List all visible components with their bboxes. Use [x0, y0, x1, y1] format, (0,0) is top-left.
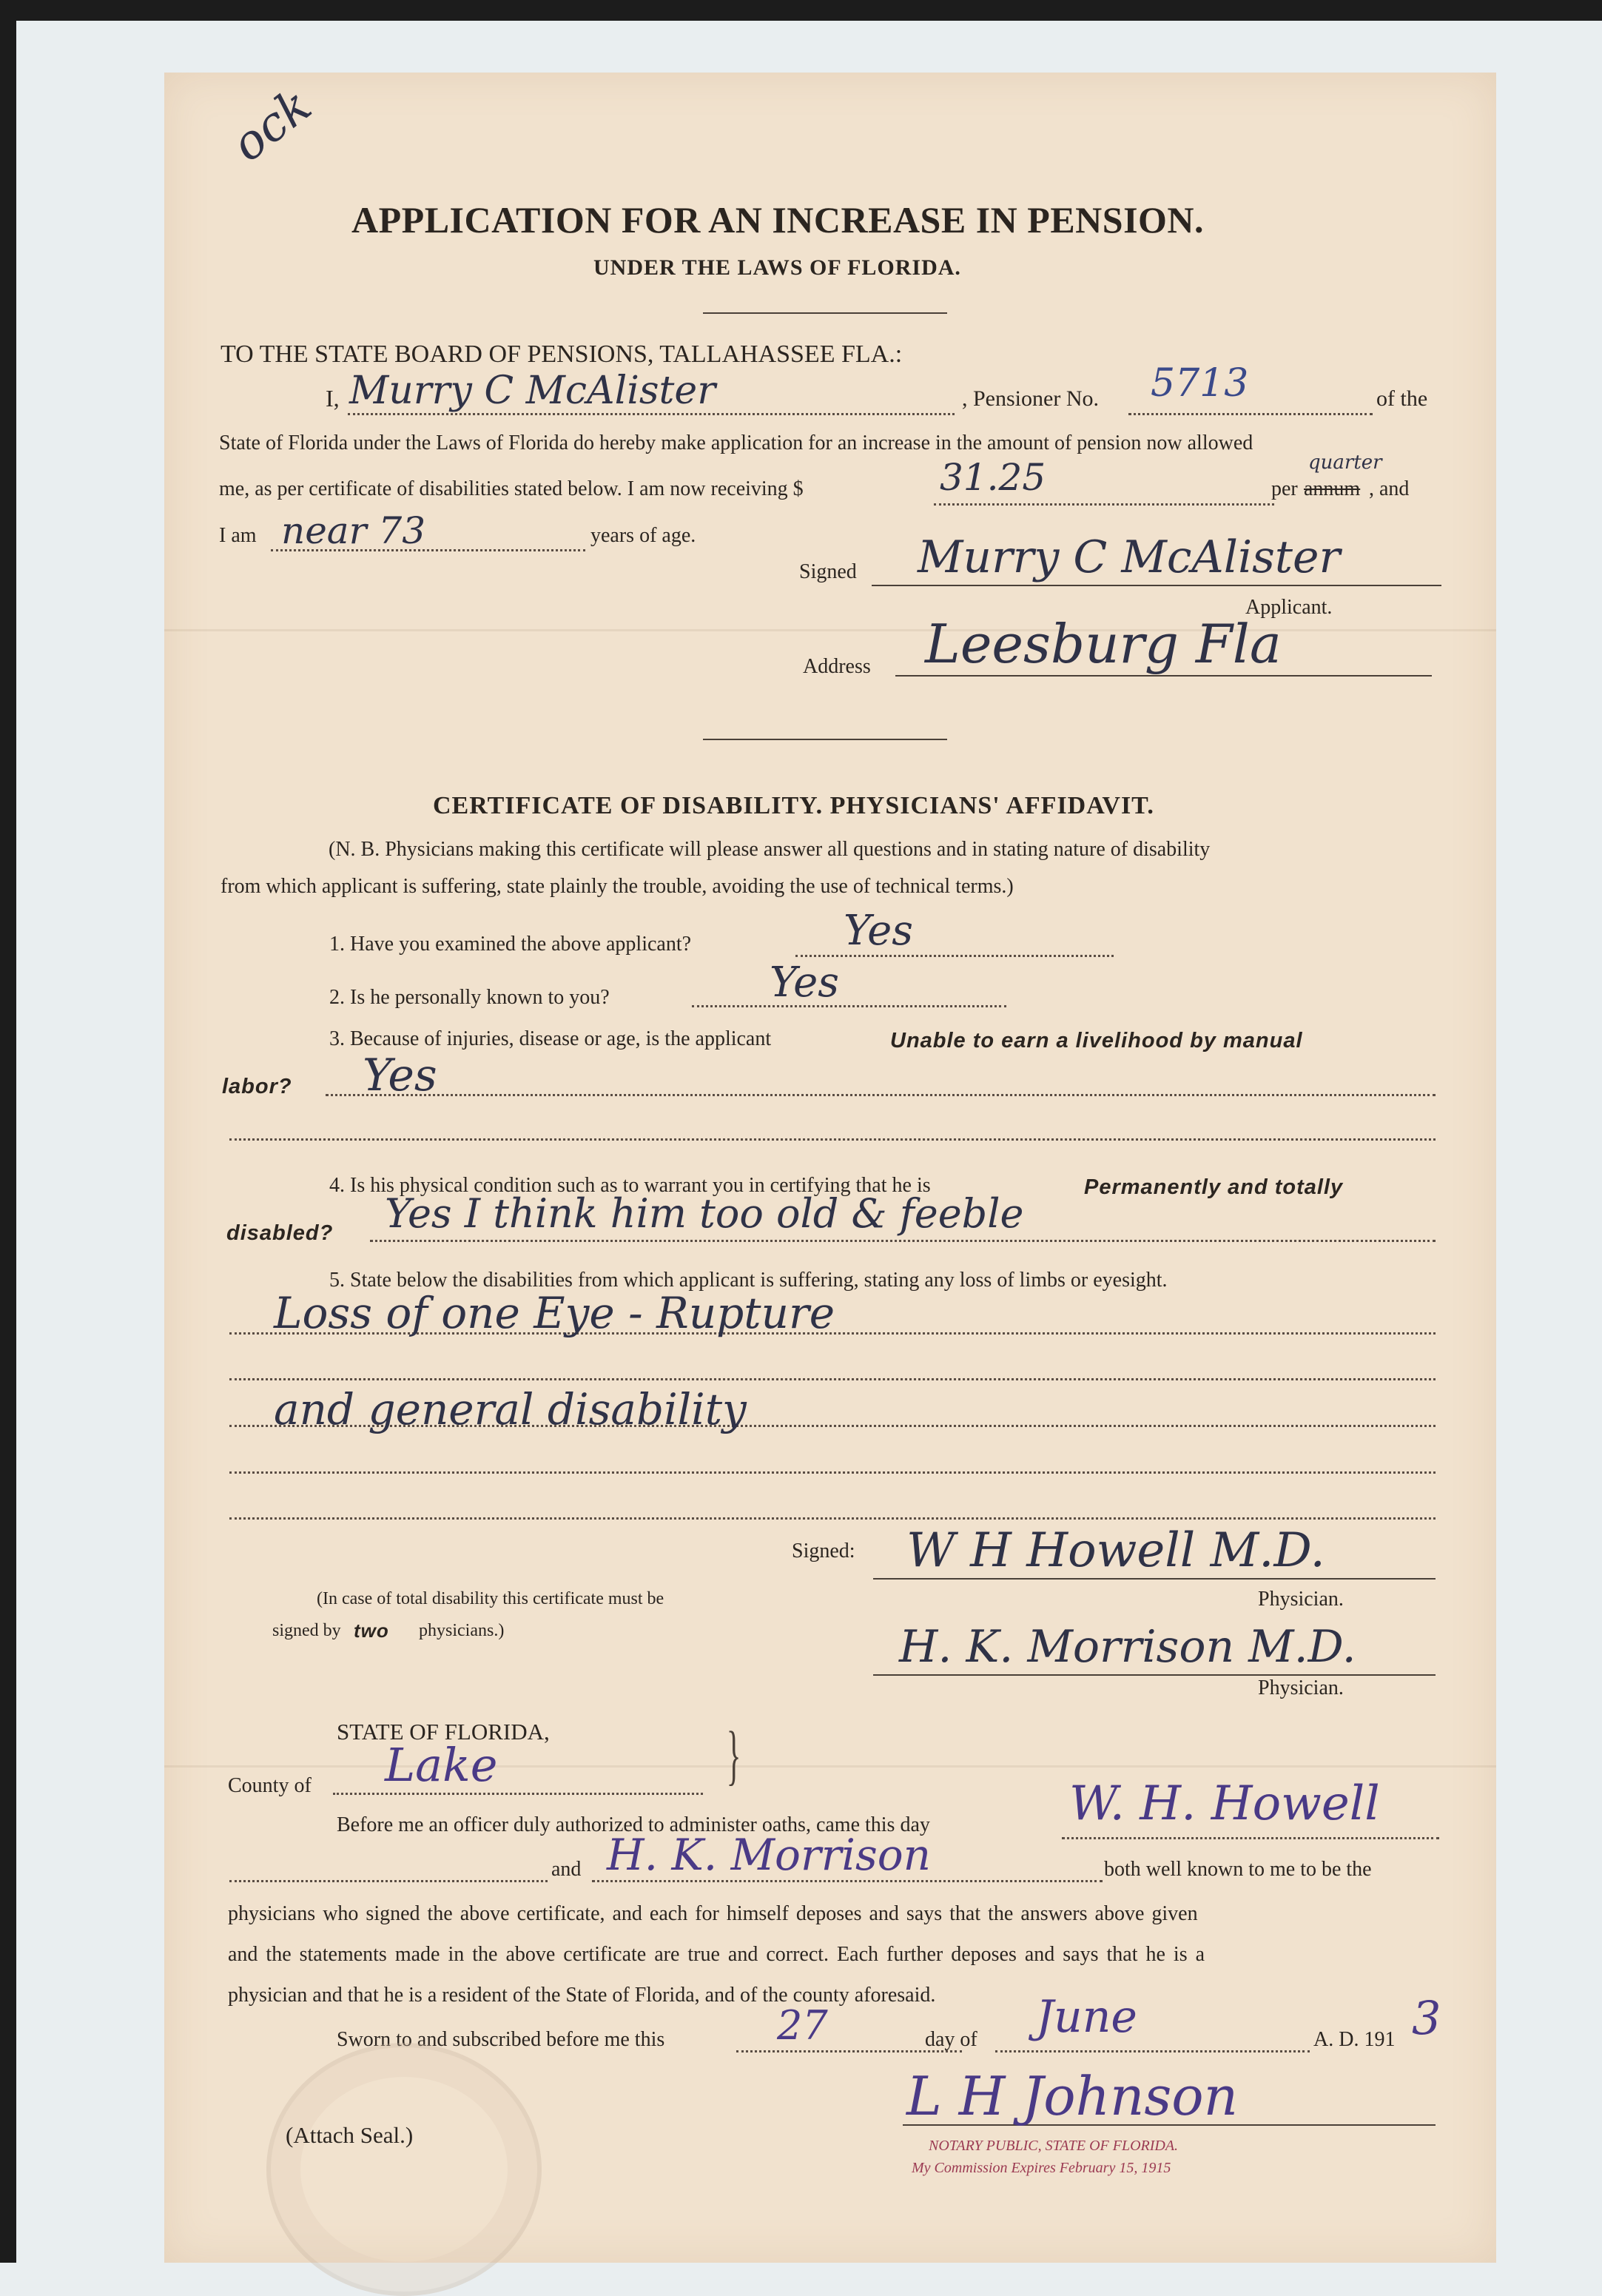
county-name: Lake [385, 1738, 498, 1792]
pension-amount: 31.25 [940, 456, 1046, 499]
question-1: 1. Have you examined the above applicant? [329, 933, 692, 956]
amount-line [934, 503, 1274, 506]
scanner-border-left [0, 0, 16, 2263]
of-the: of the [1376, 386, 1428, 411]
applicant-age: near 73 [281, 509, 426, 552]
physician-2-line [873, 1674, 1436, 1676]
paper-fold [164, 1765, 1496, 1768]
period-written: quarter [1308, 452, 1382, 474]
physician-1-line [873, 1578, 1436, 1580]
years-of-age: years of age. [590, 524, 696, 547]
affidavit-text-3: physician and that he is a resident of the State of Florida, and of the county aforesaid. [228, 1984, 936, 2007]
year-digit: 3 [1412, 1991, 1441, 2045]
question-4: 4. Is his physical condition such as to warrant you in certifying that he is [329, 1174, 931, 1197]
addressee: TO THE STATE BOARD OF PENSIONS, TALLAHASSEE FLA.: [221, 340, 903, 368]
physician-2-label: Physician. [1258, 1676, 1344, 1699]
physician-1-name-line [1062, 1837, 1439, 1839]
address-line [895, 675, 1432, 677]
page-subtitle: UNDER THE LAWS OF FLORIDA. [593, 255, 961, 280]
question-4-emphasis: Permanently and totally [1084, 1175, 1344, 1199]
certificate-heading: CERTIFICATE OF DISABILITY. PHYSICIANS' AFFIDAVIT. [433, 792, 1154, 819]
divider [703, 312, 947, 314]
affidavit-physician-2: H. K. Morrison [607, 1830, 932, 1880]
applicant-label: Applicant. [1245, 596, 1333, 619]
signed-label: Signed [799, 560, 857, 583]
physician-signed-label: Signed: [792, 1540, 855, 1562]
applicant-signature: Murry C McAlister [918, 531, 1341, 583]
and-label: , and [1369, 477, 1410, 500]
page-title: APPLICATION FOR AN INCREASE IN PENSION. [351, 199, 1205, 241]
address-label: Address [803, 655, 871, 678]
name-line [348, 413, 955, 415]
answer-4: Yes I think him too old & feeble [385, 1190, 1024, 1237]
notary-signature: L H Johnson [906, 2065, 1238, 2127]
answer-1: Yes [844, 907, 913, 955]
county-line [333, 1793, 703, 1795]
affidavit-text-1: physicians who signed the above certificate, and each for himself deposes and says that the answers above given [228, 1902, 1198, 1925]
answer-5-line-1-text: Loss of one Eye - Rupture [274, 1288, 835, 1338]
marginal-note: ock [222, 78, 322, 173]
well-known-text: both well known to me to be the [1104, 1858, 1372, 1881]
pensioner-no-line [1128, 413, 1373, 415]
per-label: per [1271, 477, 1298, 500]
scanner-border-top [0, 0, 1602, 21]
i-am-label: I am [219, 524, 257, 547]
notary-stamp-line-2: My Commission Expires February 15, 1915 [912, 2160, 1171, 2176]
brace: } [726, 1719, 741, 1792]
answer-5-line-2-text: and general disability [274, 1384, 747, 1434]
sworn-day: 27 [777, 2002, 828, 2049]
notary-seal-embossing [266, 2043, 542, 2296]
application-line-3: me, as per certificate of disabilities stated below. I am now receiving $ [219, 477, 804, 500]
answer-5-line-5 [229, 1517, 1436, 1520]
answer-1-line [795, 955, 1114, 957]
sworn-month: June [1036, 1991, 1137, 2043]
day-of-label: day of [925, 2028, 977, 2051]
affidavit-text-2: and the statements made in the above certificate are true and correct. Each further deposes and says that he is a [228, 1943, 1205, 1966]
application-line-2: State of Florida under the Laws of Florida do hereby make application for an increase in the amount of pension now allowed [219, 432, 1253, 454]
answer-5-line-2 [229, 1378, 1436, 1380]
ad-label: A. D. 191 [1313, 2028, 1396, 2051]
name-line-left [229, 1880, 548, 1882]
affidavit-physician-1: W. H. Howell [1069, 1776, 1380, 1831]
state-of-florida: STATE OF FLORIDA, [337, 1719, 550, 1745]
before-me-text: Before me an officer duly authorized to administer oaths, came this day [337, 1813, 930, 1836]
physician-1-label: Physician. [1258, 1588, 1344, 1611]
answer-3: Yes [363, 1050, 437, 1101]
physician-2-signature: H. K. Morrison M.D. [899, 1621, 1356, 1673]
question-5: 5. State below the disabilities from which applicant is suffering, stating any loss of limbs or eyesight. [329, 1269, 1168, 1292]
physician-2-name-line [592, 1880, 1103, 1882]
and-label: and [551, 1858, 582, 1881]
county-label: County of [228, 1774, 312, 1797]
applicant-name: Murry C McAlister [349, 369, 716, 413]
sworn-text: Sworn to and subscribed before me this [337, 2028, 665, 2051]
annum-struck: annum [1304, 477, 1361, 500]
answer-2-line [692, 1005, 1006, 1007]
total-disability-note-1: (In case of total disability this certificate must be [317, 1589, 664, 1608]
divider [703, 739, 947, 740]
i-prefix: I, [326, 385, 340, 412]
answer-3-line [326, 1094, 1436, 1096]
applicant-address: Leesburg Fla [925, 613, 1282, 675]
answer-5-line-4 [229, 1471, 1436, 1474]
total-disability-emphasis: two [354, 1619, 389, 1642]
paper-fold [164, 629, 1496, 631]
question-3: 3. Because of injuries, disease or age, is the applicant [329, 1027, 772, 1050]
answer-3-line-2 [229, 1138, 1436, 1141]
question-2: 2. Is he personally known to you? [329, 986, 610, 1009]
certificate-note-1: (N. B. Physicians making this certificate will please answer all questions and in stating nature of disability [329, 838, 1211, 861]
question-3-emphasis-2: labor? [222, 1075, 292, 1098]
total-disability-note-3: physicians.) [419, 1621, 505, 1640]
certificate-note-2: from which applicant is suffering, state plainly the trouble, avoiding the use of technical terms.) [221, 875, 1014, 898]
question-3-emphasis: Unable to earn a livelihood by manual [890, 1029, 1303, 1053]
attach-seal-label: (Attach Seal.) [286, 2122, 414, 2148]
answer-4-line [370, 1240, 1436, 1242]
answer-2: Yes [770, 959, 839, 1007]
pensioner-no-label: , Pensioner No. [962, 386, 1099, 411]
month-line [995, 2050, 1310, 2052]
question-4-emphasis-2: disabled? [226, 1221, 334, 1245]
notary-stamp-line-1: NOTARY PUBLIC, STATE OF FLORIDA. [929, 2138, 1179, 2154]
total-disability-note-2: signed by [272, 1621, 341, 1640]
signature-line [872, 585, 1441, 586]
pensioner-number: 5713 [1151, 361, 1249, 406]
physician-1-signature: W H Howell M.D. [906, 1523, 1325, 1578]
